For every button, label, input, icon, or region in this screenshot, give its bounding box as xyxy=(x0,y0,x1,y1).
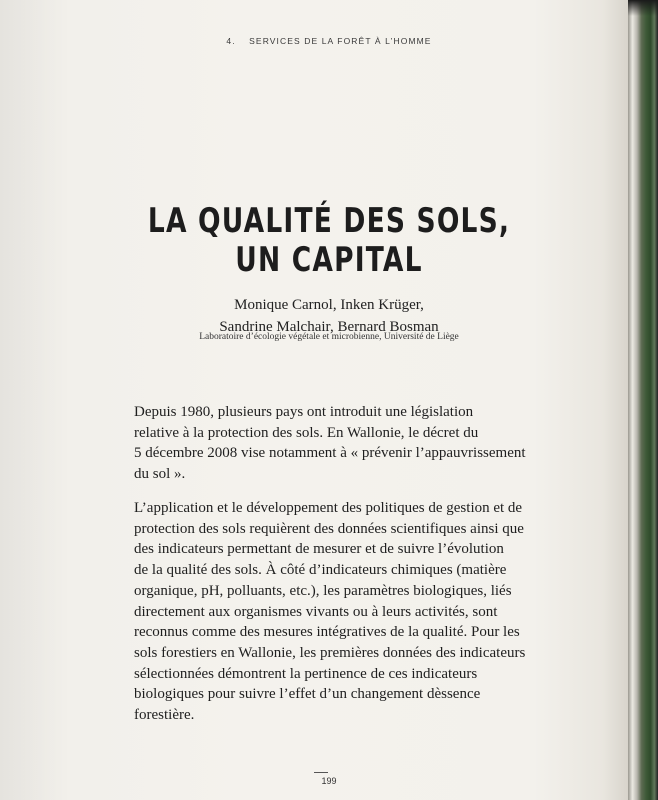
paragraph-2-line: des indicateurs permettant de mesurer et de suivre l’évolution xyxy=(134,541,504,558)
paragraph-2 xyxy=(134,498,534,726)
paragraph-2-line: L’application et le développement des politiques de gestion et de xyxy=(134,500,523,516)
adjacent-page-edge xyxy=(628,0,658,800)
title-line-2: UN CAPITAL xyxy=(235,240,423,280)
paragraph-2-line: sols forestiers en Wallonie, les premières données des indicateurs xyxy=(134,644,526,661)
paragraph-1-line: relative à la protection des sols. En Wallonie, le décret du xyxy=(134,424,479,441)
paragraph-2-line: organique, pH, polluants, etc.), les paramètres biologiques, liés xyxy=(134,582,512,599)
page-edge-shadow xyxy=(628,0,658,16)
page-number: 199 xyxy=(321,776,337,786)
running-head xyxy=(0,36,628,46)
paragraph-2-line: reconnus comme des mesures intégratives de la qualité. Pour les xyxy=(134,624,520,641)
paragraph-1-line: 5 décembre 2008 vise notamment à « prévenir l’appauvrissement xyxy=(134,445,526,462)
affiliation: Laboratoire d’écologie végétale et microbienne, Université de Liège xyxy=(199,332,459,342)
paragraph-1-line: du sol ». xyxy=(134,466,186,483)
paragraph-2-line: biologiques pour suivre l’effet d’un changement dèssence xyxy=(134,686,481,703)
article-title xyxy=(72,202,585,280)
authors-line-2: Sandrine Malchair, Bernard Bosman xyxy=(219,319,439,335)
gutter-shadow xyxy=(0,0,70,800)
paragraph-2-line: forestière. xyxy=(134,707,195,724)
paragraph-1-line: Depuis 1980, plusieurs pays ont introduit une législation xyxy=(134,404,474,420)
paragraph-2-line: directement aux organismes vivants ou à leurs activités, sont xyxy=(134,603,498,620)
chapter-number: 4. xyxy=(226,36,236,46)
paragraph-2-line: protection des sols requièrent des données scientifiques ainsi que xyxy=(134,520,524,537)
paragraph-2-line: sélectionnées démontrent la pertinence de ces indicateurs xyxy=(134,665,478,682)
paragraph-1 xyxy=(134,402,534,485)
authors-line-1: Monique Carnol, Inken Krüger, xyxy=(234,297,424,313)
folio-rule xyxy=(314,772,328,773)
chapter-title: SERVICES DE LA FORÊT À L’HOMME xyxy=(249,36,432,46)
paragraph-2-line: de la qualité des sols. À côté d’indicateurs chimiques (matière xyxy=(134,562,507,579)
title-line-1: LA QUALITÉ DES SOLS, xyxy=(147,201,511,241)
